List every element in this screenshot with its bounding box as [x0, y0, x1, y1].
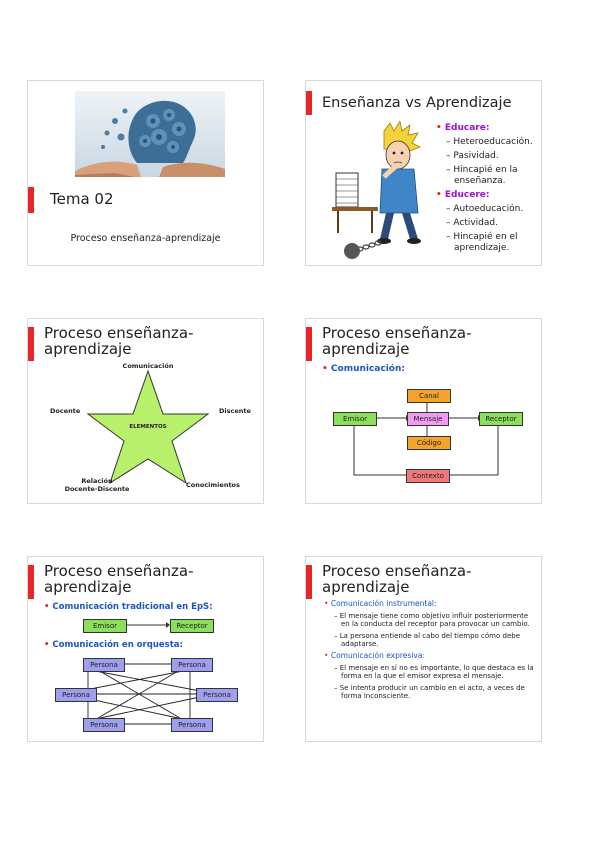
star-top-label: Comunicación	[122, 362, 174, 370]
educere-heading: • Educere:	[436, 190, 490, 200]
educare-heading: • Educare:	[436, 123, 490, 133]
slide-title: Proceso enseñanza- aprendizaje	[44, 324, 194, 358]
box-emisor: Emisor	[83, 619, 127, 633]
persona-node: Persona	[55, 688, 97, 702]
box-canal: Canal	[407, 389, 451, 403]
heading-instrumental: • Comunicación instrumental:	[324, 599, 437, 608]
list-item: – El mensaje tiene como objetivo influir posteriormente en la conducta del receptor para provocar un cambio.	[334, 611, 530, 629]
slide-subtitle: Proceso enseñanza-aprendizaje	[70, 233, 221, 244]
persona-node: Persona	[171, 718, 213, 732]
box-receptor: Receptor	[170, 619, 214, 633]
persona-node: Persona	[83, 718, 125, 732]
thinking-student-chained-clipart	[328, 121, 428, 261]
persona-node: Persona	[196, 688, 238, 702]
slide-tema-02	[27, 80, 264, 266]
hands-brain-gears-image	[75, 91, 225, 177]
slide-ensenanza-vs-aprendizaje	[305, 80, 542, 266]
slide-title: Proceso enseñanza- aprendizaje	[44, 562, 194, 596]
box-contexto: Contexto	[406, 469, 450, 483]
list-item: – La persona entiende al cabo del tiempo cómo debe adaptarse.	[334, 631, 521, 649]
star-center-label: ELEMENTOS	[129, 424, 167, 430]
heading-expresiva: • Comunicación expresiva:	[324, 650, 425, 660]
persona-node: Persona	[171, 658, 213, 672]
star-right-label: Discente	[219, 407, 251, 415]
star-left-label: Docente	[50, 407, 81, 415]
slide-comunicacion	[305, 318, 542, 504]
list-item: – Autoeducación.	[446, 204, 524, 214]
box-receptor: Receptor	[479, 412, 523, 426]
bullet-tradicional: • Comunicación tradicional en EpS:	[44, 602, 213, 612]
slide-title: Proceso enseñanza- aprendizaje	[322, 562, 472, 596]
list-item: – El mensaje en sí no es importante, lo que destaca es la forma en la que el emisor expresa el mensaje.	[334, 663, 534, 681]
box-mensaje: Mensaje	[407, 412, 449, 426]
slide-title: Tema 02	[50, 190, 114, 208]
slide-title: Enseñanza vs Aprendizaje	[322, 95, 512, 111]
list-item: – Heteroeducación.	[446, 137, 533, 147]
list-item: – Se intenta producir un cambio en el acto, a veces de forma inconsciente.	[334, 683, 525, 701]
slide-comunicacion-instrumental-expresiva	[305, 556, 542, 742]
bullet-orquesta: • Comunicación en orquesta:	[44, 640, 183, 650]
list-item: – Pasividad.	[446, 151, 499, 161]
star-bottom-right-label: Conocimientos	[186, 481, 240, 489]
list-item: – Hincapié en la enseñanza.	[446, 165, 518, 186]
list-item: – Hincapié en el aprendizaje.	[446, 232, 518, 253]
bullet-comunicacion: • Comunicación:	[322, 364, 405, 374]
persona-node: Persona	[83, 658, 125, 672]
slide-comunicacion-tipos	[27, 556, 264, 742]
slide-elementos	[27, 318, 264, 504]
slide-title: Proceso enseñanza- aprendizaje	[322, 324, 472, 358]
box-codigo: Código	[407, 436, 451, 450]
box-emisor: Emisor	[333, 412, 377, 426]
star-bottom-left-label: Relación Docente-Discente	[64, 477, 130, 493]
list-item: – Actividad.	[446, 218, 498, 228]
